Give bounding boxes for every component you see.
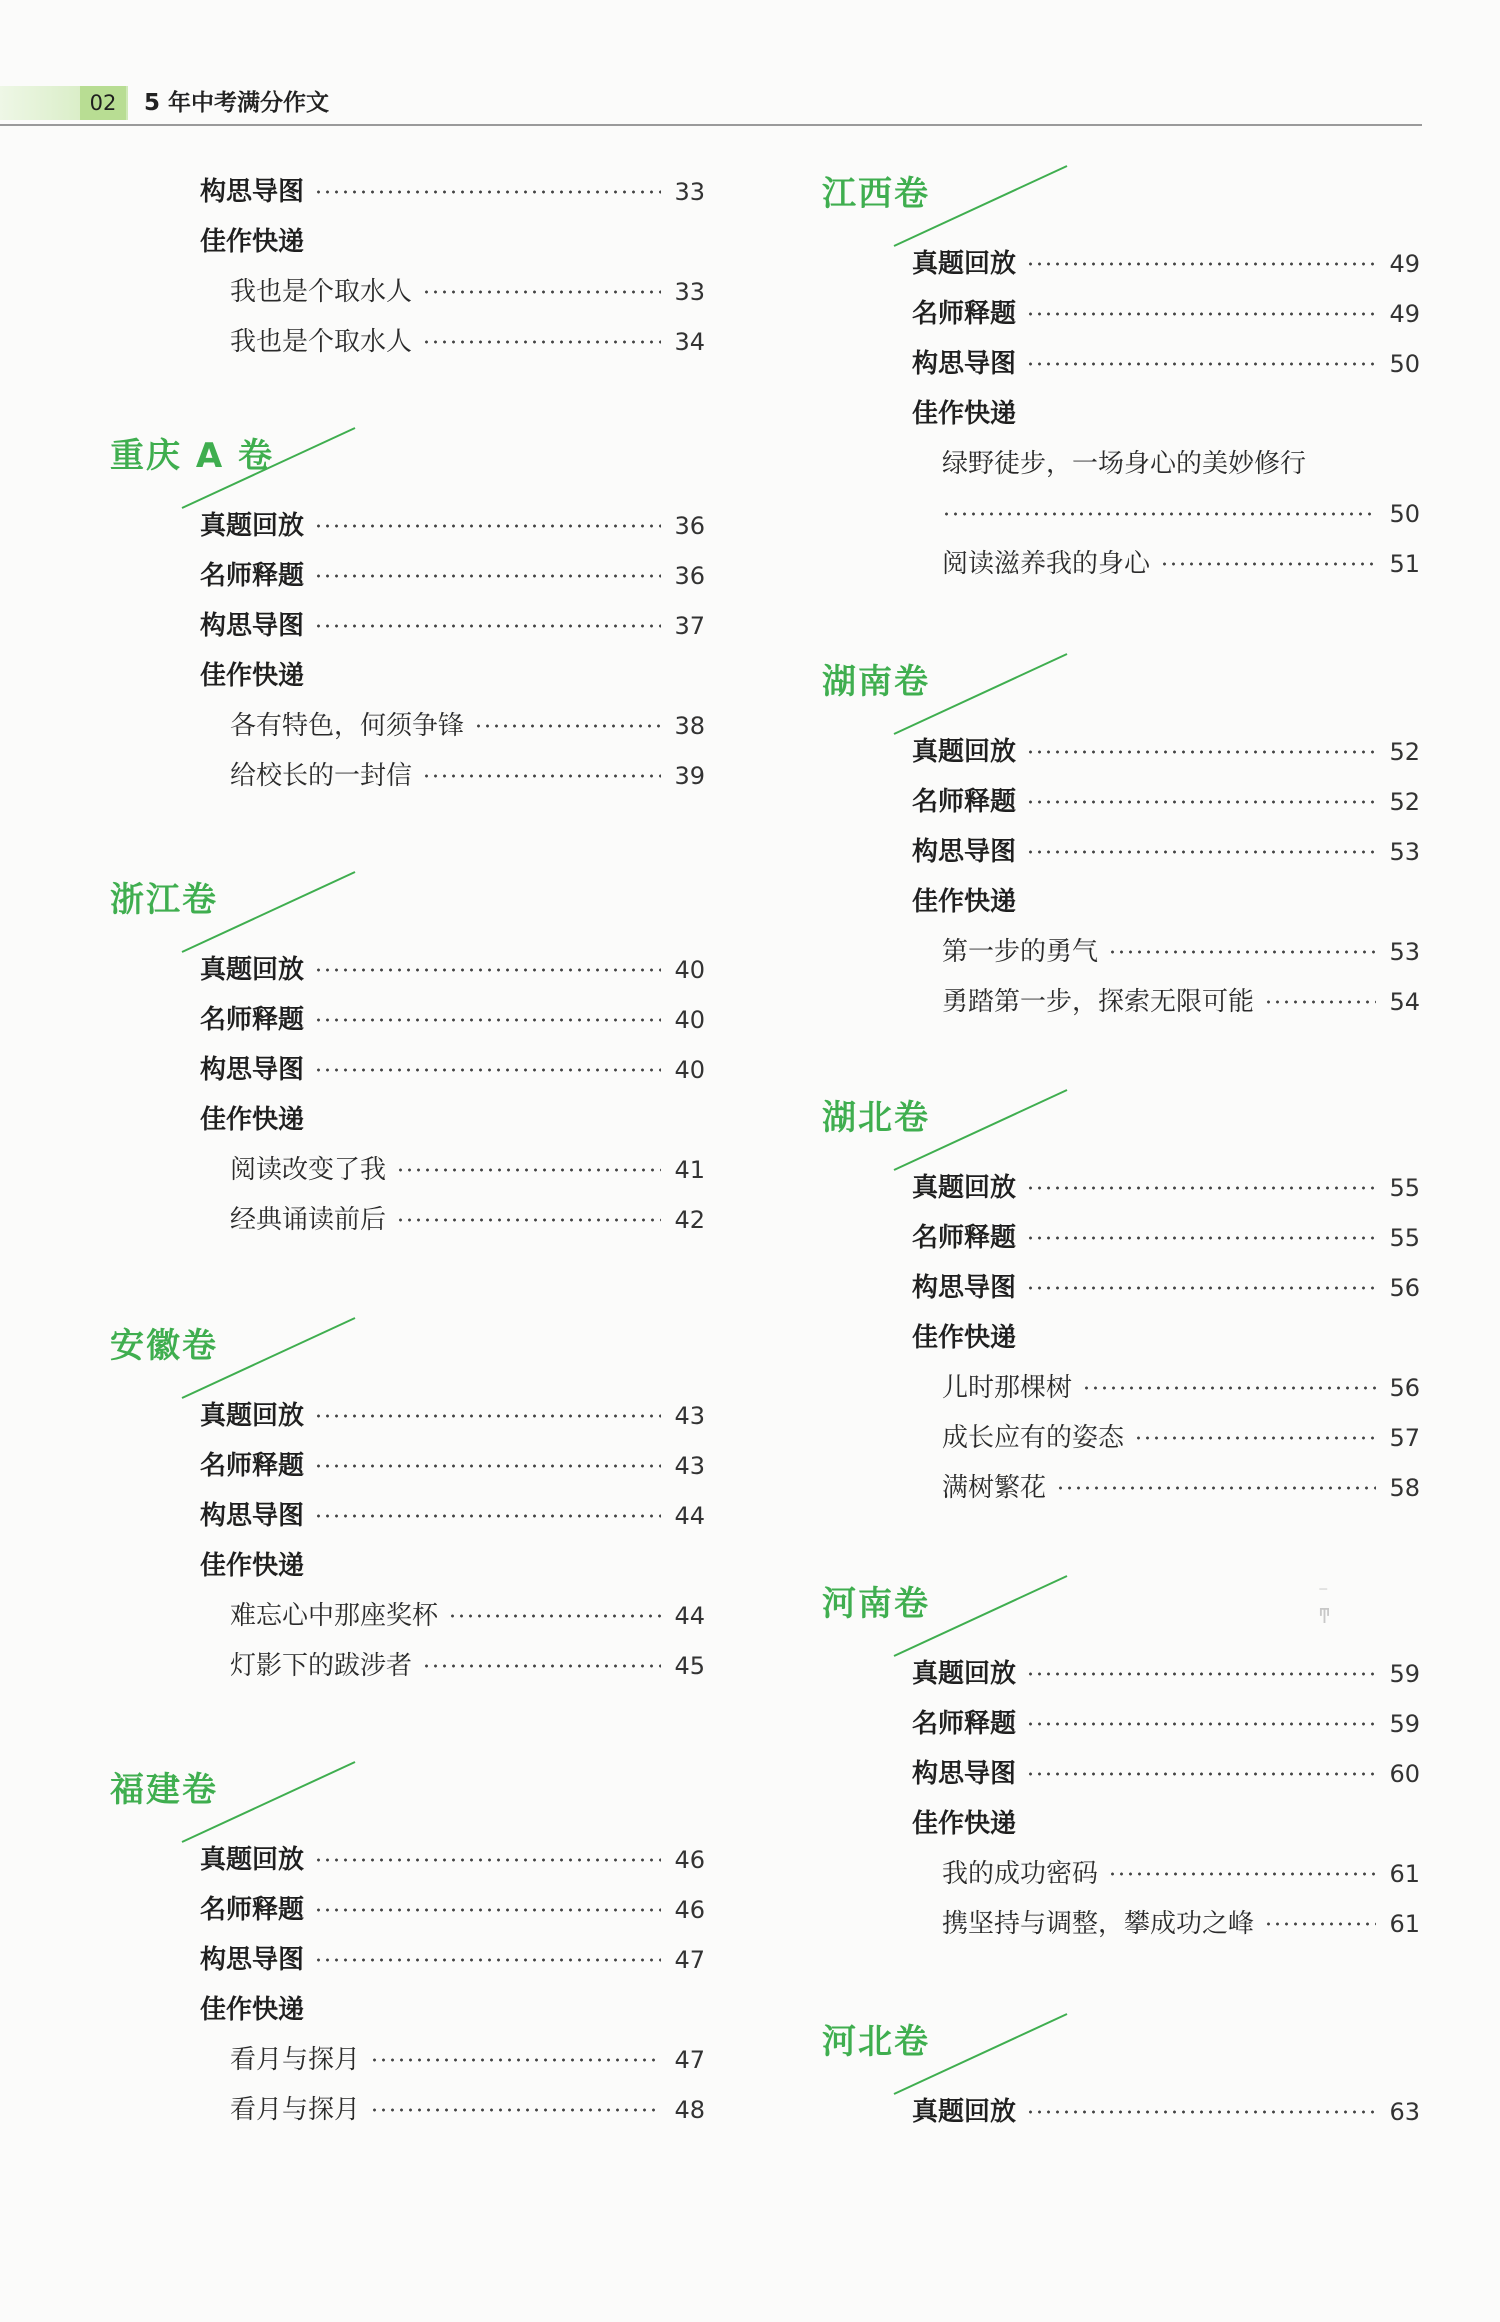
toc-section-entry[interactable] bbox=[200, 556, 705, 596]
dot-leader bbox=[474, 724, 661, 728]
dot-leader bbox=[370, 2108, 661, 2112]
toc-subheading: 佳作快递 bbox=[200, 227, 305, 257]
toc-entry-label: 构思导图 bbox=[200, 611, 305, 641]
toc-subheading: 佳作快递 bbox=[912, 1323, 1017, 1353]
toc-entry-label: 真题回放 bbox=[200, 511, 305, 541]
toc-section-entry[interactable] bbox=[912, 1268, 1420, 1308]
toc-page-number: 45 bbox=[674, 1652, 705, 1680]
section-divider-line bbox=[892, 649, 1072, 739]
toc-section-entry[interactable] bbox=[200, 172, 705, 212]
toc-page-number: 53 bbox=[1389, 838, 1420, 866]
toc-essay-entry[interactable] bbox=[230, 1150, 705, 1190]
toc-essay-entry[interactable] bbox=[230, 2040, 705, 2080]
toc-page-number: 55 bbox=[1389, 1174, 1420, 1202]
toc-section-entry[interactable] bbox=[912, 732, 1420, 772]
toc-section-entry[interactable] bbox=[912, 1654, 1420, 1694]
dot-leader bbox=[1134, 1436, 1376, 1440]
toc-essay-entry[interactable] bbox=[230, 1200, 705, 1240]
toc-entry-label: 名师释题 bbox=[200, 1005, 305, 1035]
dot-leader bbox=[1026, 1186, 1376, 1190]
dot-leader bbox=[1264, 1000, 1376, 1004]
dot-leader bbox=[314, 1068, 661, 1072]
toc-entry-title bbox=[942, 444, 1306, 484]
toc-section-entry[interactable] bbox=[200, 1000, 705, 1040]
dot-leader bbox=[1026, 800, 1376, 804]
toc-section-entry[interactable] bbox=[912, 782, 1420, 822]
dot-leader bbox=[1026, 362, 1376, 366]
toc-section-entry[interactable] bbox=[200, 1890, 705, 1930]
toc-section-entry[interactable] bbox=[200, 606, 705, 646]
toc-entry-label: 名师释题 bbox=[200, 1895, 305, 1925]
dot-leader bbox=[1108, 950, 1376, 954]
toc-page-number: 38 bbox=[674, 712, 705, 740]
toc-page-number: 48 bbox=[674, 2096, 705, 2124]
dot-leader bbox=[1026, 750, 1376, 754]
toc-section-entry[interactable] bbox=[200, 1446, 705, 1486]
toc-page-number: 55 bbox=[1389, 1224, 1420, 1252]
toc-page-number: 52 bbox=[1389, 738, 1420, 766]
dot-leader bbox=[422, 774, 661, 778]
toc-essay-entry[interactable] bbox=[230, 322, 705, 362]
dot-leader bbox=[1264, 1922, 1376, 1926]
section-title: 江西卷 bbox=[822, 174, 930, 214]
section-title: 安徽卷 bbox=[110, 1326, 218, 1366]
dot-leader bbox=[370, 2058, 661, 2062]
toc-page-number: 51 bbox=[1389, 550, 1420, 578]
dot-leader bbox=[448, 1614, 661, 1618]
toc-subheading: 佳作快递 bbox=[912, 1809, 1017, 1839]
toc-section-entry[interactable] bbox=[200, 1840, 705, 1880]
toc-entry-label: 名师释题 bbox=[912, 1709, 1017, 1739]
toc-entry-label: 难忘心中那座奖杯 bbox=[230, 1601, 439, 1631]
toc-page-number: 46 bbox=[674, 1896, 705, 1924]
toc-essay-entry[interactable] bbox=[230, 1646, 705, 1686]
header-rule bbox=[0, 124, 1422, 126]
toc-essay-entry[interactable] bbox=[942, 1468, 1420, 1508]
dot-leader bbox=[942, 512, 1376, 516]
toc-page-number: 59 bbox=[1389, 1710, 1420, 1738]
toc-page-number: 50 bbox=[1389, 350, 1420, 378]
section-divider-line bbox=[892, 2009, 1072, 2099]
toc-page-number: 54 bbox=[1389, 988, 1420, 1016]
toc-page-number: 56 bbox=[1389, 1374, 1420, 1402]
dot-leader bbox=[1026, 1772, 1376, 1776]
toc-page-number: 47 bbox=[674, 1946, 705, 1974]
dot-leader bbox=[422, 340, 661, 344]
toc-entry-label: 成长应有的姿态 bbox=[942, 1423, 1125, 1453]
dot-leader bbox=[1026, 2110, 1376, 2114]
toc-section-entry[interactable] bbox=[912, 244, 1420, 284]
toc-entry-label: 经典诵读前后 bbox=[230, 1205, 387, 1235]
toc-page-number: 61 bbox=[1389, 1910, 1420, 1938]
toc-page-number: 47 bbox=[674, 2046, 705, 2074]
toc-entry-label: 真题回放 bbox=[912, 737, 1017, 767]
toc-entry-label: 真题回放 bbox=[200, 1401, 305, 1431]
toc-entry-label: 构思导图 bbox=[200, 1945, 305, 1975]
toc-section-entry[interactable] bbox=[912, 1168, 1420, 1208]
toc-page-number: 58 bbox=[1389, 1474, 1420, 1502]
toc-entry-label: 阅读改变了我 bbox=[230, 1155, 387, 1185]
print-smudge: ⁻ ͳ bbox=[1318, 1580, 1331, 1628]
toc-subheading: 佳作快递 bbox=[912, 887, 1017, 917]
dot-leader bbox=[1056, 1486, 1376, 1490]
toc-entry-label: 名师释题 bbox=[912, 1223, 1017, 1253]
toc-page-number: 43 bbox=[674, 1402, 705, 1430]
toc-entry-label: 勇踏第一步，探索无限可能 bbox=[942, 987, 1255, 1017]
toc-page-number: 61 bbox=[1389, 1860, 1420, 1888]
toc-page-number: 40 bbox=[674, 1056, 705, 1084]
dot-leader bbox=[314, 968, 661, 972]
toc-page-number: 49 bbox=[1389, 250, 1420, 278]
toc-page-number: 36 bbox=[674, 512, 705, 540]
toc-section-entry[interactable] bbox=[200, 1396, 705, 1436]
toc-entry-label: 各有特色，何须争锋 bbox=[230, 711, 465, 741]
toc-entry-label: 真题回放 bbox=[912, 1659, 1017, 1689]
toc-entry-label: 我也是个取水人 bbox=[230, 277, 413, 307]
toc-essay-entry[interactable] bbox=[942, 932, 1420, 972]
dot-leader bbox=[396, 1168, 661, 1172]
toc-entry-label: 满树繁花 bbox=[942, 1473, 1047, 1503]
toc-section-entry[interactable] bbox=[912, 2092, 1420, 2132]
section-divider-line bbox=[892, 1085, 1072, 1175]
header-book-title: 5 年中考满分作文 bbox=[144, 90, 330, 116]
dot-leader bbox=[1082, 1386, 1376, 1390]
dot-leader bbox=[1026, 1286, 1376, 1290]
toc-page-number: 40 bbox=[674, 956, 705, 984]
dot-leader bbox=[1026, 1672, 1376, 1676]
section-divider-line bbox=[180, 867, 360, 957]
toc-entry-label: 构思导图 bbox=[912, 1273, 1017, 1303]
toc-entry-label: 儿时那棵树 bbox=[942, 1373, 1073, 1403]
toc-entry-label: 名师释题 bbox=[200, 1451, 305, 1481]
toc-subheading: 佳作快递 bbox=[200, 1105, 305, 1135]
dot-leader bbox=[314, 1958, 661, 1962]
toc-entry-label: 阅读滋养我的身心 bbox=[942, 549, 1151, 579]
toc-section-entry[interactable] bbox=[912, 1704, 1420, 1744]
toc-page-number: 43 bbox=[674, 1452, 705, 1480]
dot-leader bbox=[314, 574, 661, 578]
dot-leader bbox=[396, 1218, 661, 1222]
section-title: 浙江卷 bbox=[110, 880, 218, 920]
toc-essay-entry[interactable] bbox=[942, 544, 1420, 584]
toc-section-entry[interactable] bbox=[912, 1218, 1420, 1258]
section-divider-line bbox=[180, 1313, 360, 1403]
dot-leader bbox=[314, 1514, 661, 1518]
dot-leader bbox=[314, 624, 661, 628]
toc-entry-label: 看月与探月 bbox=[230, 2045, 361, 2075]
toc-page-number: 50 bbox=[1389, 500, 1420, 528]
section-title: 河南卷 bbox=[822, 1584, 930, 1624]
toc-entry-label: 我的成功密码 bbox=[942, 1859, 1099, 1889]
dot-leader bbox=[314, 1908, 661, 1912]
toc-essay-entry[interactable] bbox=[942, 1854, 1420, 1894]
toc-entry-label: 构思导图 bbox=[912, 349, 1017, 379]
toc-page-number: 42 bbox=[674, 1206, 705, 1234]
toc-essay-entry[interactable] bbox=[230, 1596, 705, 1636]
toc-section-entry[interactable] bbox=[200, 1940, 705, 1980]
dot-leader bbox=[314, 1858, 661, 1862]
dot-leader bbox=[422, 290, 661, 294]
toc-page-number: 57 bbox=[1389, 1424, 1420, 1452]
toc-essay-entry[interactable] bbox=[942, 1418, 1420, 1458]
toc-subheading: 佳作快递 bbox=[912, 399, 1017, 429]
toc-page-number: 53 bbox=[1389, 938, 1420, 966]
toc-entry-label: 灯影下的跋涉者 bbox=[230, 1651, 413, 1681]
toc-essay-entry[interactable] bbox=[942, 1368, 1420, 1408]
toc-section-entry[interactable] bbox=[200, 950, 705, 990]
section-divider-line bbox=[892, 161, 1072, 251]
toc-page-number: 63 bbox=[1389, 2098, 1420, 2126]
toc-entry-label: 真题回放 bbox=[200, 1845, 305, 1875]
toc-page-number: 39 bbox=[674, 762, 705, 790]
toc-page-number: 46 bbox=[674, 1846, 705, 1874]
toc-entry-label: 我也是个取水人 bbox=[230, 327, 413, 357]
toc-subheading: 佳作快递 bbox=[200, 1551, 305, 1581]
dot-leader bbox=[1160, 562, 1376, 566]
toc-entry-label: 真题回放 bbox=[912, 1173, 1017, 1203]
toc-page-number: 41 bbox=[674, 1156, 705, 1184]
section-divider-line bbox=[892, 1571, 1072, 1661]
toc-entry-label: 第一步的勇气 bbox=[942, 937, 1099, 967]
toc-entry-label: 名师释题 bbox=[912, 787, 1017, 817]
toc-essay-entry[interactable] bbox=[230, 706, 705, 746]
toc-entry-label: 真题回放 bbox=[912, 249, 1017, 279]
toc-page-number: 44 bbox=[674, 1502, 705, 1530]
section-title: 湖南卷 bbox=[822, 662, 930, 702]
toc-essay-entry[interactable] bbox=[942, 982, 1420, 1022]
header-page-number: 02 bbox=[80, 86, 126, 120]
section-title: 河北卷 bbox=[822, 2022, 930, 2062]
dot-leader bbox=[314, 190, 661, 194]
toc-page-number: 33 bbox=[674, 278, 705, 306]
toc-entry-label: 真题回放 bbox=[200, 955, 305, 985]
dot-leader bbox=[422, 1664, 661, 1668]
section-title: 湖北卷 bbox=[822, 1098, 930, 1138]
toc-page-number: 34 bbox=[674, 328, 705, 356]
toc-entry-label: 构思导图 bbox=[200, 1501, 305, 1531]
toc-entry-label: 给校长的一封信 bbox=[230, 761, 413, 791]
dot-leader bbox=[314, 1018, 661, 1022]
toc-page-number: 37 bbox=[674, 612, 705, 640]
toc-essay-entry[interactable] bbox=[230, 2090, 705, 2130]
toc-essay-entry[interactable] bbox=[942, 1904, 1420, 1944]
dot-leader bbox=[1026, 312, 1376, 316]
toc-section-entry[interactable] bbox=[912, 344, 1420, 384]
toc-page-number: 60 bbox=[1389, 1760, 1420, 1788]
toc-entry-label: 绿野徒步，一场身心的美妙修行 bbox=[942, 449, 1307, 479]
section-title: 福建卷 bbox=[110, 1770, 218, 1810]
section-title: 重庆 A 卷 bbox=[110, 436, 274, 476]
toc-entry-label: 构思导图 bbox=[200, 1055, 305, 1085]
dot-leader bbox=[314, 1414, 661, 1418]
toc-page-number: 36 bbox=[674, 562, 705, 590]
toc-section-entry[interactable] bbox=[912, 1754, 1420, 1794]
toc-section-entry[interactable] bbox=[200, 1050, 705, 1090]
dot-leader bbox=[1026, 1722, 1376, 1726]
toc-page-number: 40 bbox=[674, 1006, 705, 1034]
dot-leader bbox=[1026, 262, 1376, 266]
toc-entry-label: 真题回放 bbox=[912, 2097, 1017, 2127]
toc-page-number: 33 bbox=[674, 178, 705, 206]
toc-page-number: 52 bbox=[1389, 788, 1420, 816]
toc-subheading: 佳作快递 bbox=[200, 1995, 305, 2025]
toc-entry-label: 名师释题 bbox=[912, 299, 1017, 329]
toc-essay-entry[interactable] bbox=[230, 756, 705, 796]
toc-entry-label: 名师释题 bbox=[200, 561, 305, 591]
toc-section-entry[interactable] bbox=[912, 294, 1420, 334]
toc-entry-label: 构思导图 bbox=[200, 177, 305, 207]
toc-page-number: 49 bbox=[1389, 300, 1420, 328]
toc-entry-label: 携坚持与调整，攀成功之峰 bbox=[942, 1909, 1255, 1939]
toc-section-entry[interactable] bbox=[200, 1496, 705, 1536]
toc-section-entry[interactable] bbox=[200, 506, 705, 546]
toc-section-entry[interactable] bbox=[912, 832, 1420, 872]
dot-leader bbox=[1026, 850, 1376, 854]
toc-essay-entry[interactable] bbox=[230, 272, 705, 312]
toc-page-number: 56 bbox=[1389, 1274, 1420, 1302]
toc-entry-label: 看月与探月 bbox=[230, 2095, 361, 2125]
toc-subheading: 佳作快递 bbox=[200, 661, 305, 691]
section-divider-line bbox=[180, 1757, 360, 1847]
toc-essay-entry[interactable] bbox=[942, 494, 1420, 534]
dot-leader bbox=[1108, 1872, 1376, 1876]
dot-leader bbox=[314, 524, 661, 528]
toc-entry-label: 构思导图 bbox=[912, 837, 1017, 867]
dot-leader bbox=[1026, 1236, 1376, 1240]
toc-page-number: 59 bbox=[1389, 1660, 1420, 1688]
section-divider-line bbox=[180, 423, 360, 513]
dot-leader bbox=[314, 1464, 661, 1468]
toc-page-number: 44 bbox=[674, 1602, 705, 1630]
toc-entry-label: 构思导图 bbox=[912, 1759, 1017, 1789]
